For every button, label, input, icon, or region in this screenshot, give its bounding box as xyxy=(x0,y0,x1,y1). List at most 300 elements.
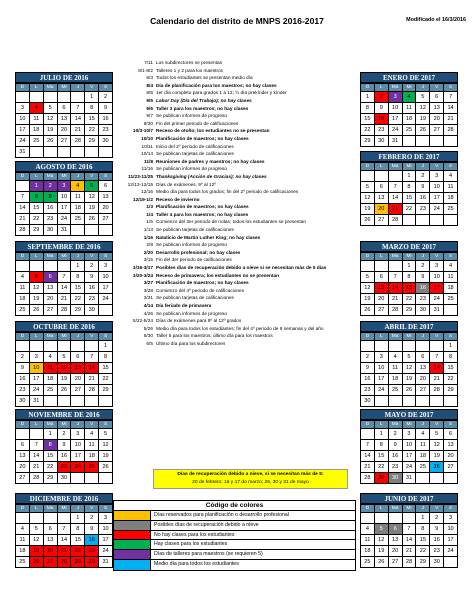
day-cell: 19 xyxy=(416,114,430,125)
day-cell: 11 xyxy=(361,535,375,546)
day-cell: 15 xyxy=(403,193,417,204)
day-cell: 11 xyxy=(444,182,458,193)
day-cell: 26 xyxy=(361,305,375,316)
empty-cell xyxy=(444,136,458,147)
day-cell: 29 xyxy=(99,385,113,396)
empty-cell xyxy=(430,473,444,484)
day-cell: 12 xyxy=(361,283,375,294)
day-cell: 3 xyxy=(58,181,72,192)
day-cell: 1 xyxy=(71,513,85,524)
event-description: Se publican informes de progreso xyxy=(156,114,228,120)
day-cell: 29 xyxy=(361,136,375,147)
day-cell: 25 xyxy=(389,385,403,396)
day-cell: 23 xyxy=(430,546,444,557)
month-title: MAYO DE 2017 xyxy=(360,409,458,420)
day-cell: 18 xyxy=(16,546,30,557)
weekday-header: Mi xyxy=(58,253,72,261)
day-cell: 9 xyxy=(430,524,444,535)
empty-cell xyxy=(16,261,30,272)
day-cell: 10 xyxy=(99,272,113,283)
empty-cell xyxy=(375,341,389,352)
empty-cell xyxy=(430,396,444,407)
weekday-header: Mi xyxy=(403,84,417,92)
month-grid xyxy=(15,172,113,236)
month-grid xyxy=(360,420,458,484)
day-cell: 14 xyxy=(444,103,458,114)
day-cell: 8 xyxy=(71,272,85,283)
weekday-header: L xyxy=(375,84,389,92)
weekday-header: V xyxy=(430,253,444,261)
day-cell: 24 xyxy=(99,546,113,557)
event-description: Último día para los subdirectores xyxy=(156,341,226,347)
empty-cell xyxy=(30,261,44,272)
day-cell: 5 xyxy=(430,429,444,440)
day-cell: 9 xyxy=(85,524,99,535)
day-cell: 23 xyxy=(44,214,58,225)
day-cell: 21 xyxy=(430,374,444,385)
empty-cell xyxy=(85,396,99,407)
event-date: 6/5 xyxy=(146,341,153,347)
empty-cell xyxy=(444,557,458,568)
event-date: 8/1-8/2 xyxy=(138,68,153,74)
day-cell: 14 xyxy=(389,193,403,204)
event-description: Comienzo del 4º periodo de calificaciones xyxy=(156,288,245,294)
day-cell: 10 xyxy=(71,440,85,451)
event-row xyxy=(112,311,362,319)
empty-cell xyxy=(71,147,85,158)
day-cell: 5 xyxy=(30,272,44,283)
day-cell: 30 xyxy=(375,136,389,147)
weekday-header: D xyxy=(16,84,30,92)
event-row xyxy=(112,204,362,212)
day-cell: 9 xyxy=(85,272,99,283)
day-cell: 24 xyxy=(99,294,113,305)
weekday-header: V xyxy=(85,505,99,513)
empty-cell xyxy=(361,261,375,272)
legend-label: Posibles días de recuperación debido a nieve xyxy=(154,521,259,528)
day-cell: 25 xyxy=(361,557,375,568)
empty-cell xyxy=(44,92,58,103)
event-date: 12/13-12/15 xyxy=(127,182,153,188)
day-cell: 28 xyxy=(361,473,375,484)
day-cell: 12 xyxy=(416,103,430,114)
weekday-header: D xyxy=(16,333,30,341)
month-title: ENERO DE 2017 xyxy=(360,72,458,83)
day-cell: 28 xyxy=(58,557,72,568)
empty-cell xyxy=(430,215,444,226)
weekday-header: D xyxy=(361,505,375,513)
day-cell: 13 xyxy=(44,535,58,546)
day-cell: 18 xyxy=(403,114,417,125)
event-date: 9/6 xyxy=(146,106,153,112)
day-cell: 8 xyxy=(99,352,113,363)
day-cell: 21 xyxy=(30,462,44,473)
empty-cell xyxy=(85,341,99,352)
day-cell: 18 xyxy=(85,451,99,462)
weekday-header: S xyxy=(444,163,458,171)
day-cell: 25 xyxy=(403,125,417,136)
day-cell: 18 xyxy=(16,294,30,305)
empty-cell xyxy=(71,396,85,407)
event-date: 1/3 xyxy=(146,205,153,211)
empty-cell xyxy=(99,305,113,316)
event-description: Natalicio de Martin Luther King; no hay clases xyxy=(156,235,261,241)
month-calendar xyxy=(15,161,113,236)
weekday-header: Mi xyxy=(58,173,72,181)
event-description: Día de planificación para los maestros; no hay clases xyxy=(156,83,277,89)
day-cell: 9 xyxy=(44,192,58,203)
month-calendar xyxy=(15,241,113,316)
day-cell: 31 xyxy=(58,225,72,236)
empty-cell xyxy=(85,473,99,484)
day-cell: 3 xyxy=(16,103,30,114)
weekday-header: V xyxy=(430,163,444,171)
day-cell: 3 xyxy=(71,429,85,440)
event-row xyxy=(112,121,362,129)
legend-swatch xyxy=(114,550,151,559)
empty-cell xyxy=(30,147,44,158)
day-cell: 25 xyxy=(16,557,30,568)
event-description: Receso de otoño; los estudiantes no se presentan xyxy=(156,129,270,135)
day-cell: 23 xyxy=(99,125,113,136)
empty-cell xyxy=(389,513,403,524)
weekday-header: D xyxy=(16,421,30,429)
empty-cell xyxy=(444,473,458,484)
weekday-header: Mi xyxy=(403,333,417,341)
day-cell: 2 xyxy=(416,261,430,272)
day-cell: 29 xyxy=(403,305,417,316)
empty-cell xyxy=(44,147,58,158)
day-cell: 28 xyxy=(403,557,417,568)
empty-cell xyxy=(30,92,44,103)
weekday-header: Mi xyxy=(403,505,417,513)
day-cell: 6 xyxy=(375,272,389,283)
day-cell: 22 xyxy=(44,462,58,473)
day-cell: 24 xyxy=(389,125,403,136)
event-row xyxy=(112,341,362,349)
events-list xyxy=(112,60,362,349)
day-cell: 7 xyxy=(16,192,30,203)
event-date: 4/26 xyxy=(143,311,153,317)
day-cell: 16 xyxy=(389,451,403,462)
weekday-header: J xyxy=(71,421,85,429)
day-cell: 6 xyxy=(58,103,72,114)
day-cell: 24 xyxy=(430,204,444,215)
weekday-header: Ma xyxy=(389,505,403,513)
event-description: Se publican informes de progreso xyxy=(156,167,228,173)
event-row xyxy=(112,159,362,167)
day-cell: 1 xyxy=(30,181,44,192)
day-cell: 5 xyxy=(30,524,44,535)
day-cell: 22 xyxy=(85,125,99,136)
day-cell: 17 xyxy=(389,114,403,125)
event-description: Planificación de maestros; no hay clases xyxy=(156,136,249,142)
empty-cell xyxy=(58,261,72,272)
day-cell: 8 xyxy=(403,182,417,193)
month-title: AGOSTO DE 2016 xyxy=(15,161,113,172)
event-row xyxy=(112,136,362,144)
event-date: 11/16 xyxy=(141,167,153,173)
empty-cell xyxy=(71,341,85,352)
day-cell: 5 xyxy=(375,524,389,535)
empty-cell xyxy=(30,513,44,524)
event-description: Se publican tarjetas de calificaciones xyxy=(156,228,234,234)
empty-cell xyxy=(389,341,403,352)
day-cell: 4 xyxy=(416,429,430,440)
day-cell: 5 xyxy=(99,429,113,440)
day-cell: 21 xyxy=(85,374,99,385)
legend-swatch xyxy=(114,560,151,570)
legend-swatch xyxy=(114,531,151,540)
day-cell: 14 xyxy=(16,203,30,214)
event-description: Fin del primer periodo de calificaciones xyxy=(156,121,239,127)
empty-cell xyxy=(99,225,113,236)
weekday-header: J xyxy=(416,333,430,341)
weekday-header: S xyxy=(99,84,113,92)
day-cell: 21 xyxy=(389,204,403,215)
weekday-header: Ma xyxy=(44,253,58,261)
day-cell: 17 xyxy=(30,374,44,385)
day-cell: 13 xyxy=(444,440,458,451)
day-cell: 2 xyxy=(99,92,113,103)
day-cell: 16 xyxy=(44,203,58,214)
day-cell: 30 xyxy=(99,136,113,147)
event-date: 9/5 xyxy=(146,98,153,104)
empty-cell xyxy=(375,261,389,272)
day-cell: 19 xyxy=(403,374,417,385)
day-cell: 13 xyxy=(16,451,30,462)
day-cell: 24 xyxy=(403,462,417,473)
day-cell: 9 xyxy=(58,440,72,451)
weekday-header: V xyxy=(85,173,99,181)
month-grid xyxy=(15,420,113,484)
event-date: 1/16 xyxy=(143,235,153,241)
empty-cell xyxy=(430,136,444,147)
month-grid xyxy=(15,332,113,407)
day-cell: 2 xyxy=(375,92,389,103)
day-cell: 4 xyxy=(389,352,403,363)
day-cell: 17 xyxy=(403,451,417,462)
event-description: Desarrollo profesional; no hay clases xyxy=(156,250,241,256)
event-description: Planificación de maestros; no hay clases xyxy=(156,281,249,287)
day-cell: 14 xyxy=(430,363,444,374)
empty-cell xyxy=(444,305,458,316)
event-row xyxy=(112,295,362,303)
day-cell: 5 xyxy=(416,92,430,103)
day-cell: 14 xyxy=(361,451,375,462)
day-cell: 6 xyxy=(16,440,30,451)
day-cell: 30 xyxy=(58,473,72,484)
legend-item xyxy=(114,560,355,570)
day-cell: 19 xyxy=(85,203,99,214)
day-cell: 1 xyxy=(71,261,85,272)
weekday-header: S xyxy=(99,173,113,181)
day-cell: 31 xyxy=(99,557,113,568)
day-cell: 25 xyxy=(444,204,458,215)
event-date: 2/20 xyxy=(143,250,153,256)
weekday-header: D xyxy=(16,505,30,513)
month-grid xyxy=(15,83,113,158)
day-cell: 31 xyxy=(389,136,403,147)
empty-cell xyxy=(71,92,85,103)
day-cell: 28 xyxy=(16,225,30,236)
empty-cell xyxy=(416,136,430,147)
day-cell: 26 xyxy=(416,125,430,136)
day-cell: 6 xyxy=(44,272,58,283)
weekday-header: L xyxy=(30,505,44,513)
day-cell: 23 xyxy=(416,294,430,305)
legend-label: No hay clases para los estudiantes xyxy=(154,531,235,538)
weekday-header: L xyxy=(30,421,44,429)
day-cell: 13 xyxy=(430,103,444,114)
weekday-header: J xyxy=(416,421,430,429)
event-description: Taller 5 para los maestros; último día para los maestros xyxy=(156,334,273,340)
day-cell: 7 xyxy=(58,272,72,283)
weekday-header: S xyxy=(444,333,458,341)
day-cell: 12 xyxy=(30,535,44,546)
event-date: 3/20-3/24 xyxy=(132,273,153,279)
event-description: Días de exámenes, 9º al 12º xyxy=(156,182,216,188)
day-cell: 16 xyxy=(85,535,99,546)
day-cell: 11 xyxy=(44,363,58,374)
day-cell: 30 xyxy=(85,305,99,316)
day-cell: 15 xyxy=(30,203,44,214)
day-cell: 3 xyxy=(444,513,458,524)
event-row xyxy=(112,219,362,227)
day-cell: 28 xyxy=(71,136,85,147)
weekday-header: L xyxy=(30,173,44,181)
day-cell: 2 xyxy=(85,261,99,272)
day-cell: 18 xyxy=(416,451,430,462)
weekday-header: J xyxy=(416,84,430,92)
day-cell: 24 xyxy=(430,294,444,305)
event-description: Se publican informes de progreso xyxy=(156,243,228,249)
empty-cell xyxy=(375,171,389,182)
weekday-header: Ma xyxy=(389,421,403,429)
month-calendar xyxy=(15,409,113,484)
day-cell: 30 xyxy=(44,225,58,236)
day-cell: 25 xyxy=(16,305,30,316)
day-cell: 6 xyxy=(71,352,85,363)
day-cell: 23 xyxy=(58,462,72,473)
day-cell: 22 xyxy=(444,374,458,385)
empty-cell xyxy=(44,513,58,524)
day-cell: 23 xyxy=(16,385,30,396)
legend-label: Días reservados para planificación o desarrollo profesional xyxy=(154,512,289,518)
day-cell: 26 xyxy=(403,385,417,396)
weekday-header: Mi xyxy=(58,421,72,429)
day-cell: 7 xyxy=(85,352,99,363)
event-date: 8/4 xyxy=(146,83,153,89)
weekday-header: Mi xyxy=(58,505,72,513)
event-row xyxy=(112,189,362,197)
day-cell: 29 xyxy=(444,385,458,396)
day-cell: 29 xyxy=(71,557,85,568)
day-cell: 22 xyxy=(416,546,430,557)
day-cell: 13 xyxy=(375,283,389,294)
day-cell: 7 xyxy=(403,524,417,535)
empty-cell xyxy=(99,147,113,158)
day-cell: 24 xyxy=(375,385,389,396)
weekday-header: Mi xyxy=(58,84,72,92)
empty-cell xyxy=(58,396,72,407)
day-cell: 26 xyxy=(375,557,389,568)
event-row xyxy=(112,182,362,190)
weekday-header: V xyxy=(85,333,99,341)
empty-cell xyxy=(403,341,417,352)
weekday-header: L xyxy=(375,505,389,513)
event-date: 3/16-3/17 xyxy=(132,266,153,272)
event-description: Los subdirectores se presentan xyxy=(156,61,223,66)
event-date: 8/3 xyxy=(146,76,153,82)
empty-cell xyxy=(361,341,375,352)
day-cell: 29 xyxy=(71,305,85,316)
day-cell: 30 xyxy=(430,557,444,568)
weekday-header: V xyxy=(85,253,99,261)
day-cell: 8 xyxy=(30,192,44,203)
day-cell: 21 xyxy=(71,125,85,136)
day-cell: 16 xyxy=(416,193,430,204)
weekday-header: Ma xyxy=(389,84,403,92)
event-row xyxy=(112,333,362,341)
empty-cell xyxy=(85,225,99,236)
day-cell: 20 xyxy=(58,125,72,136)
day-cell: 13 xyxy=(71,363,85,374)
day-cell: 13 xyxy=(58,114,72,125)
event-description: Receso de invierno xyxy=(156,197,200,203)
weekday-header: Ma xyxy=(44,84,58,92)
event-date: 2/8 xyxy=(146,243,153,249)
day-cell: 1 xyxy=(444,341,458,352)
day-cell: 6 xyxy=(389,524,403,535)
empty-cell xyxy=(71,225,85,236)
day-cell: 20 xyxy=(389,546,403,557)
day-cell: 22 xyxy=(71,294,85,305)
weekday-header: L xyxy=(30,253,44,261)
month-calendar xyxy=(360,241,458,316)
day-cell: 15 xyxy=(44,451,58,462)
event-date: 7/11 xyxy=(144,61,153,66)
modified-date: Modificado el 16/3/2016 xyxy=(406,17,466,23)
day-cell: 2 xyxy=(416,171,430,182)
event-date: 12/19-1/2 xyxy=(132,197,153,203)
day-cell: 7 xyxy=(30,440,44,451)
day-cell: 15 xyxy=(71,535,85,546)
day-cell: 17 xyxy=(16,125,30,136)
empty-cell xyxy=(44,261,58,272)
day-cell: 24 xyxy=(16,136,30,147)
day-cell: 9 xyxy=(389,440,403,451)
event-row xyxy=(112,151,362,159)
empty-cell xyxy=(16,92,30,103)
day-cell: 19 xyxy=(430,451,444,462)
day-cell: 16 xyxy=(58,451,72,462)
legend-item xyxy=(114,531,355,541)
day-cell: 28 xyxy=(85,385,99,396)
event-date: 3/31 xyxy=(143,296,153,302)
day-cell: 16 xyxy=(85,283,99,294)
day-cell: 21 xyxy=(58,294,72,305)
month-grid xyxy=(360,83,458,147)
day-cell: 5 xyxy=(361,182,375,193)
day-cell: 12 xyxy=(85,192,99,203)
day-cell: 28 xyxy=(444,125,458,136)
day-cell: 10 xyxy=(403,440,417,451)
event-date: 4/14 xyxy=(143,304,153,309)
weekday-header: Mi xyxy=(403,163,417,171)
day-cell: 14 xyxy=(389,283,403,294)
event-description: Comienzo del 3er periodo de notas; todos los estudiantes se presentan xyxy=(156,220,306,226)
